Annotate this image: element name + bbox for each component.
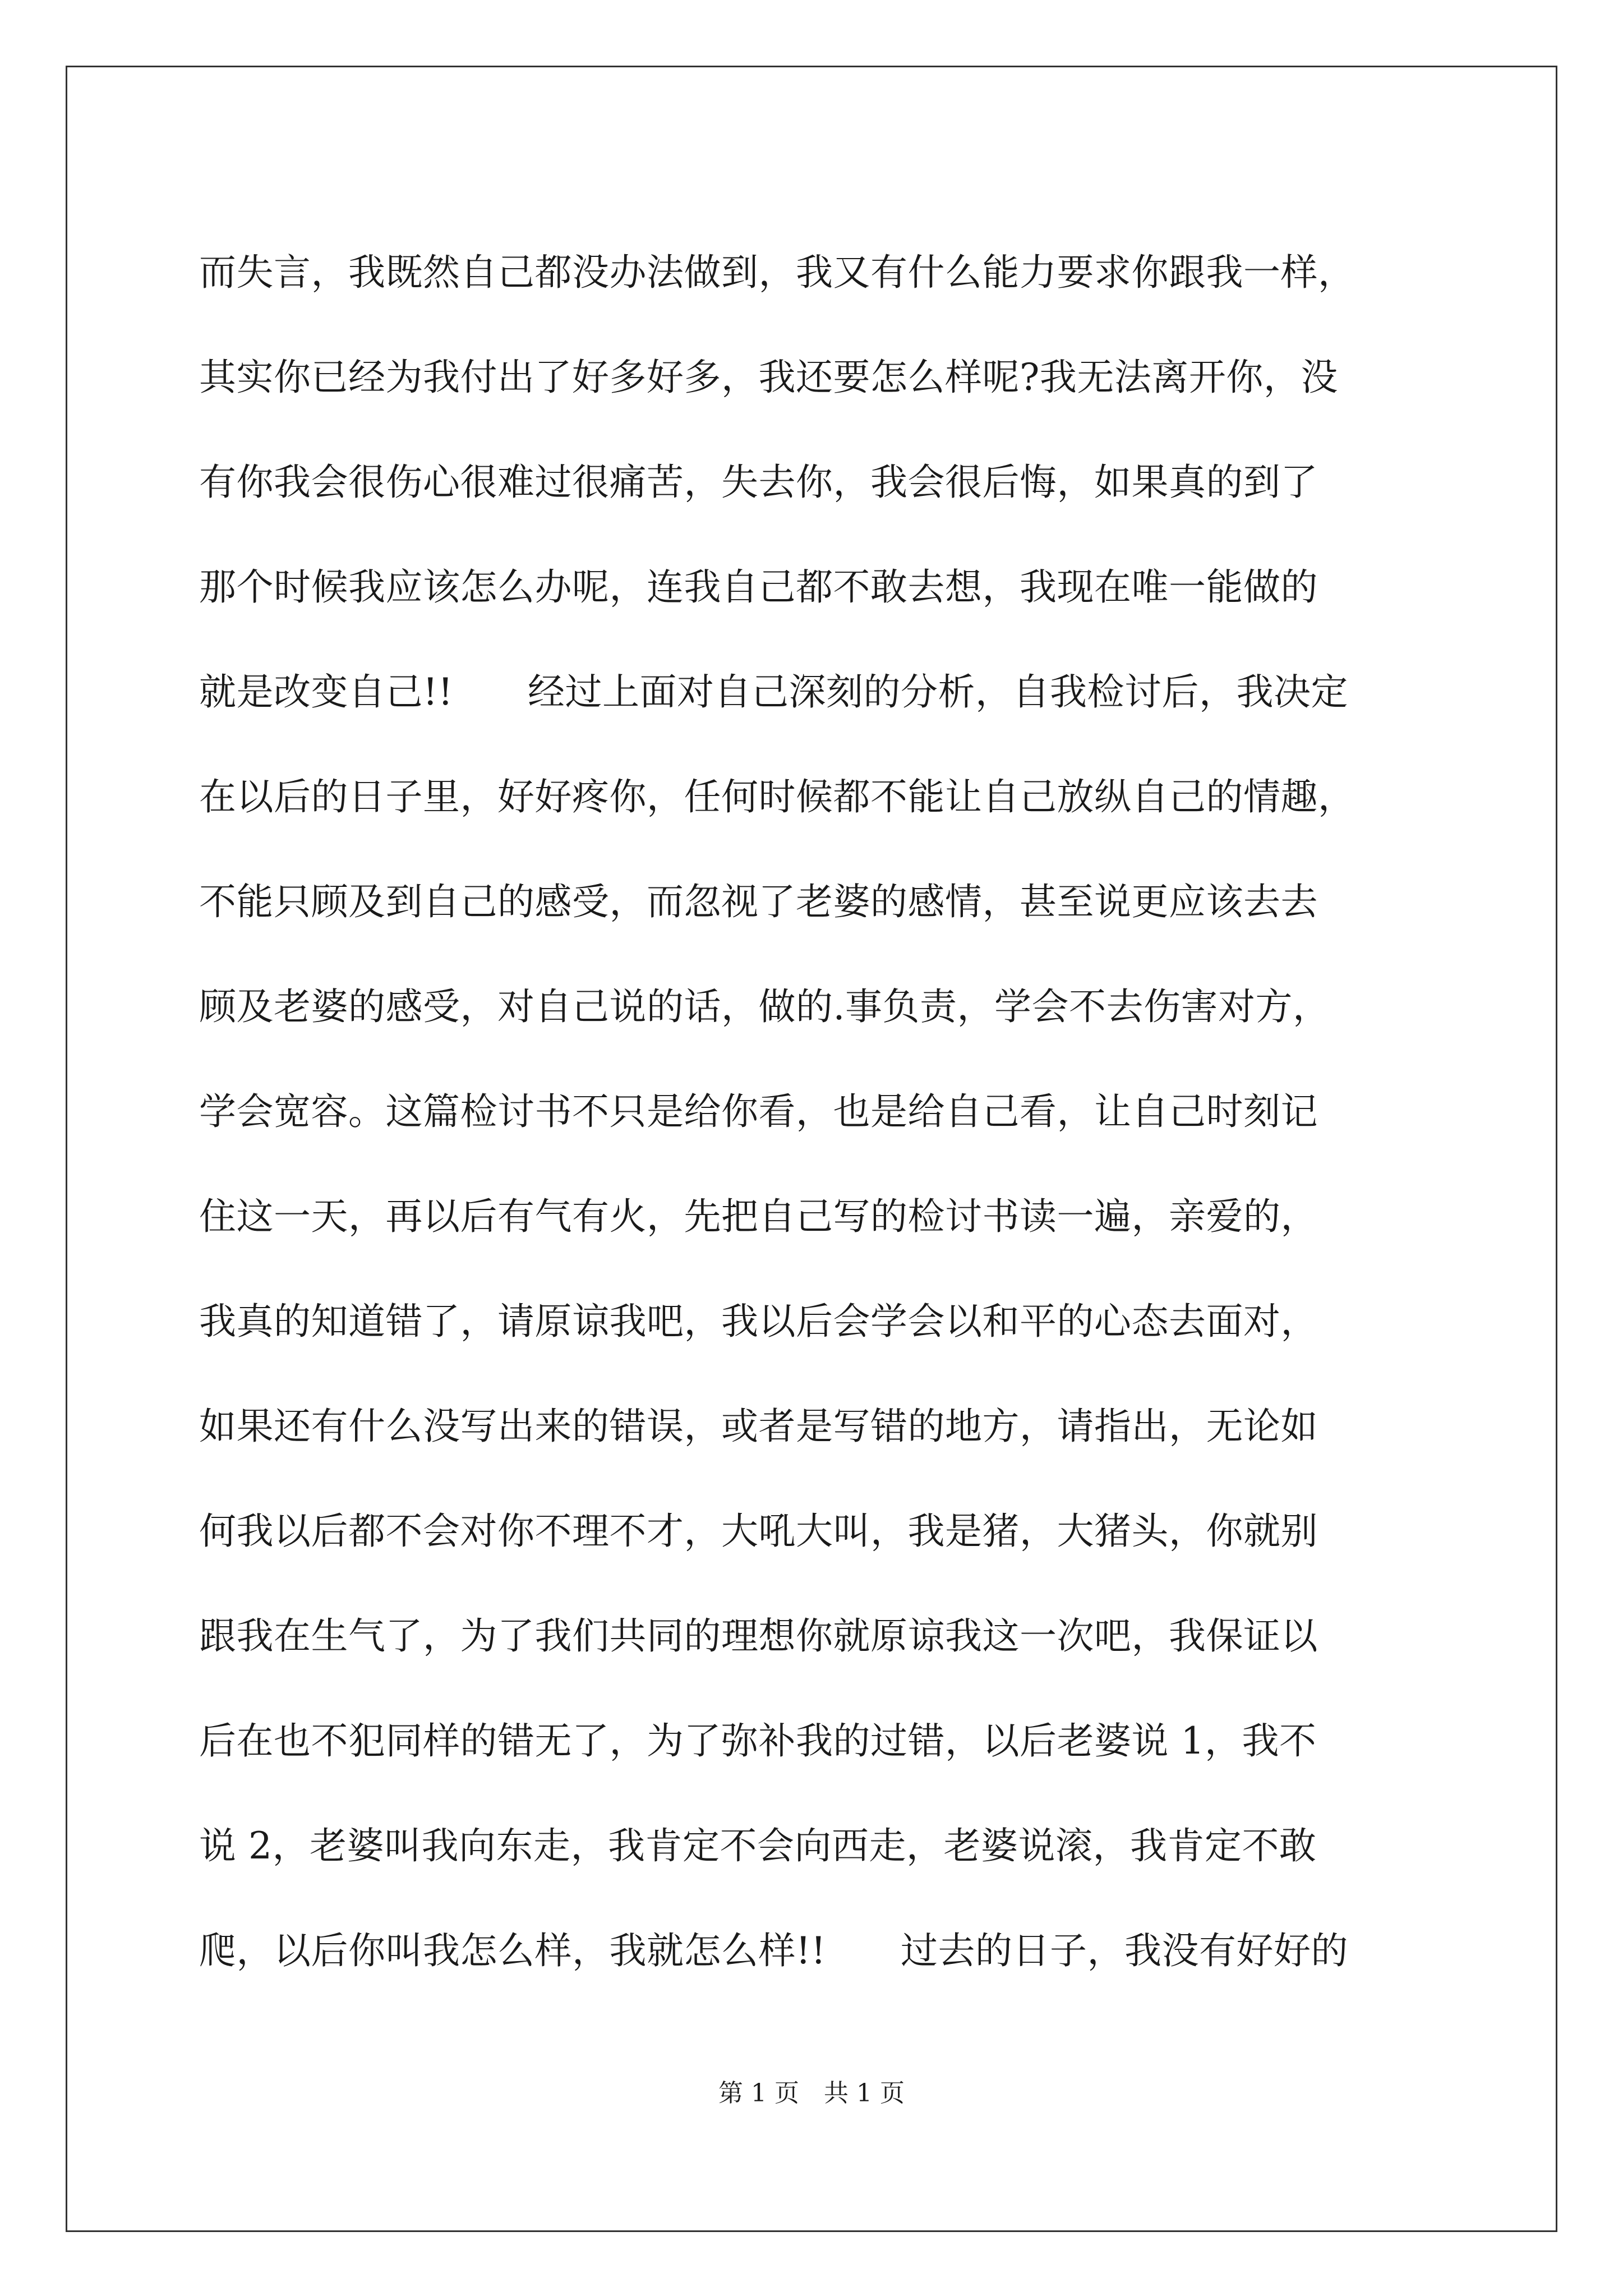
text-line: 我真的知道错了，请原谅我吧，我以后会学会以和平的心态去面对， bbox=[199, 1300, 1318, 1343]
text-line: 有你我会很伤心很难过很痛苦，失去你，我会很后悔，如果真的到了 bbox=[199, 461, 1318, 504]
text-line: 就是改变自己!! 经过上面对自己深刻的分析，自我检讨后，我决定 bbox=[199, 670, 1349, 714]
text-line: 不能只顾及到自己的感受，而忽视了老婆的感情，甚至说更应该去去 bbox=[199, 880, 1318, 923]
text-line: 学会宽容。这篇检讨书不只是给你看，也是给自己看，让自己时刻记 bbox=[199, 1090, 1318, 1133]
text-line: 顾及老婆的感受，对自己说的话，做的.事负责，学会不去伤害对方， bbox=[199, 985, 1330, 1028]
text-line: 说 2，老婆叫我向东走，我肯定不会向西走，老婆说滚，我肯定不敢 bbox=[199, 1824, 1317, 1867]
text-line: 住这一天，再以后有气有火，先把自己写的检讨书读一遍，亲爱的， bbox=[199, 1195, 1318, 1238]
text-line: 其实你已经为我付出了好多好多，我还要怎么样呢?我无法离开你，没 bbox=[199, 356, 1338, 399]
text-line: 如果还有什么没写出来的错误，或者是写错的地方，请指出，无论如 bbox=[199, 1405, 1318, 1448]
text-line: 后在也不犯同样的错无了，为了弥补我的过错，以后老婆说 1，我不 bbox=[199, 1719, 1317, 1763]
text-line: 而失言，我既然自己都没办法做到，我又有什么能力要求你跟我一样， bbox=[199, 251, 1355, 294]
text-line: 跟我在生气了，为了我们共同的理想你就原谅我这一次吧，我保证以 bbox=[199, 1614, 1318, 1658]
text-line: 何我以后都不会对你不理不才，大吼大叫，我是猪，大猪头，你就别 bbox=[199, 1510, 1318, 1553]
text-line: 在以后的日子里，好好疼你，任何时候都不能让自己放纵自己的情趣， bbox=[199, 775, 1355, 818]
page-footer: 第 1 页 共 1 页 bbox=[718, 2079, 905, 2108]
text-line: 爬，以后你叫我怎么样，我就怎么样!! 过去的日子，我没有好好的 bbox=[199, 1929, 1349, 1972]
document-body bbox=[199, 220, 1433, 2003]
text-line: 那个时候我应该怎么办呢，连我自己都不敢去想，我现在唯一能做的 bbox=[199, 565, 1318, 609]
